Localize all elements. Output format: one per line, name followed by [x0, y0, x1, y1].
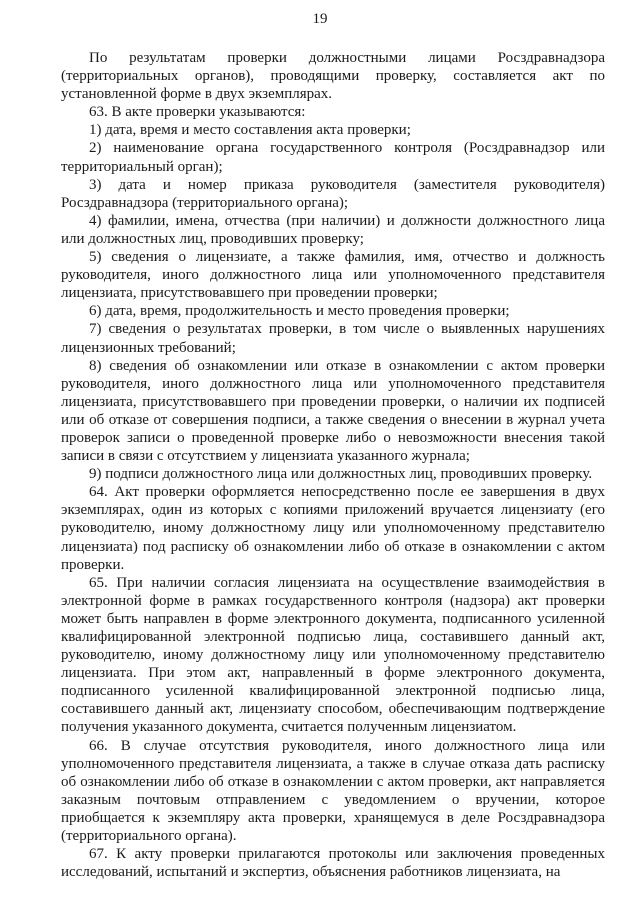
list-item-63-3: 3) дата и номер приказа руководителя (заместителя руководителя) Росздравнадзора (территориального органа); [61, 176, 605, 211]
paragraph-66: 66. В случае отсутствия руководителя, иного должностного лица или уполномоченного представителя лицензиата, а также в случае отказа дать расписку об ознакомлении либо об отказе в ознакомлении с актом проверки, акт направляется заказным почтовым отправлением с уведомлением о вручении, которое приобщается к экземпляру акта проверки, хранящемуся в деле Росздравнадзора (территориального органа). [61, 737, 605, 845]
list-item-63-8: 8) сведения об ознакомлении или отказе в ознакомлении с актом проверки руководителя, иного должностного лица или уполномоченного представителя лицензиата, присутствовавшего при проведении проверки, о наличии их подписей или об отказе от совершения подписи, а также сведения о внесении в журнал учета проверок записи о проведенной проверке либо о невозможности внесения такой записи в связи с отсутствием у лицензиата указанного журнала; [61, 357, 605, 465]
list-item-63-4: 4) фамилии, имена, отчества (при наличии) и должности должностного лица или должностных лиц, проводивших проверку; [61, 212, 605, 247]
paragraph-67: 67. К акту проверки прилагаются протоколы или заключения проведенных исследований, испытаний и экспертиз, объяснения работников лицензиата, на [61, 846, 605, 881]
list-item-63-1: 1) дата, время и место составления акта проверки; [89, 122, 411, 139]
list-item-63-9: 9) подписи должностного лица или должностных лиц, проводивших проверку. [89, 466, 593, 483]
paragraph-65: 65. При наличии согласия лицензиата на осуществление взаимодействия в электронной форме в рамках государственного контроля (надзора) акт проверки может быть направлен в форме электронного документа, подписанного усиленной квалифицированной электронной подписью лица, составившего данный акт, руководителю, иному должностному лицу или уполномоченному представителю лицензиата. При этом акт, направленный в форме электронного документа, подписанного усиленной квалифицированной электронной подписью лица, составившего данный акт, лицензиату способом, обеспечивающим подтверждение получения указанного документа, считается полученным лицензиатом. [61, 574, 605, 736]
list-item-63-7: 7) сведения о результатах проверки, в том числе о выявленных нарушениях лицензионных требований; [61, 321, 605, 356]
paragraph-intro: По результатам проверки должностными лицами Росздравнадзора (территориальных органов), проводящими проверку, составляется акт по установленной форме в двух экземплярах. [61, 50, 605, 103]
page-number: 19 [312, 11, 328, 27]
paragraph-63: 63. В акте проверки указываются: [89, 104, 306, 121]
document-body [61, 49, 605, 881]
paragraph-64: 64. Акт проверки оформляется непосредственно после ее завершения в двух экземплярах, один из которых с копиями приложений вручается лицензиату (его руководителю, иному должностному лицу или уполномоченному представителю лицензиата) под расписку об ознакомлении либо об отказе в ознакомлении с актом проверки. [61, 484, 605, 573]
list-item-63-6: 6) дата, время, продолжительность и место проведения проверки; [89, 303, 510, 320]
list-item-63-5: 5) сведения о лицензиате, а также фамилия, имя, отчество и должность руководителя, иного должностного лица или уполномоченного представителя лицензиата, присутствовавшего при проведении проверки; [61, 249, 605, 302]
list-item-63-2: 2) наименование органа государственного контроля (Росздравнадзор или территориальный орган); [61, 140, 605, 175]
